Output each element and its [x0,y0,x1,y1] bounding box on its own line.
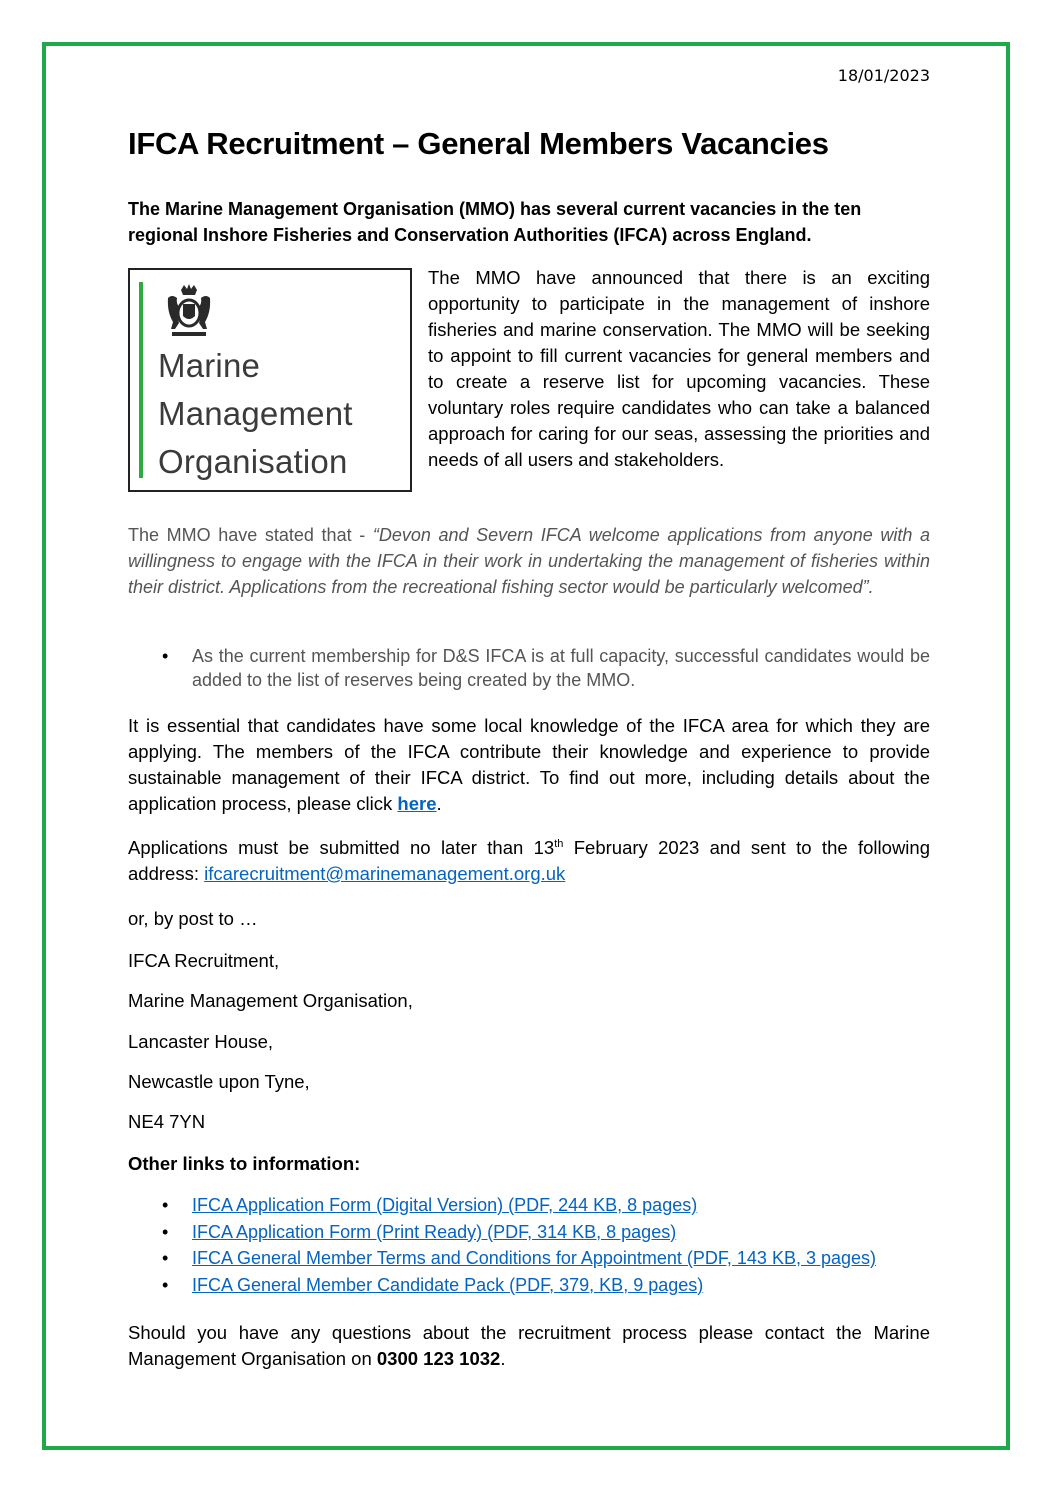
deadline-paragraph [128,835,930,887]
logo-line-marine: Marine [158,347,261,384]
intro-paragraph: The Marine Management Organisation (MMO) has several current vacancies in the ten regional Inshore Fisheries and Conservation Authorities (IFCA) across England. [128,199,862,245]
mmo-statement [128,522,930,600]
contact-paragraph [128,1320,930,1372]
bullet-icon: • [162,1248,169,1268]
address-line: IFCA Recruitment, [128,950,280,971]
logo-wordmark [158,342,353,486]
knowledge-paragraph [128,713,930,817]
list-item [128,1219,948,1246]
page-title: IFCA Recruitment – General Members Vacancies [128,126,829,161]
statement-quote: “Devon and Severn IFCA welcome applications from anyone with a willingness to engage with the IFCA in their work in undertaking the management of fisheries within their district. Applications from the recreational fishing sector would be particularly welcomed”. [128,525,930,597]
knowledge-text: It is essential that candidates have some local knowledge of the IFCA area for which they are applying. The members of the IFCA contribute their knowledge and experience to provide sustainable management of their IFCA district. To find out more, including details about the application process, please click [128,715,930,814]
deadline-post: February 2023 and sent to the following address: [128,837,930,884]
bullet-icon: • [162,1274,169,1295]
logo-line-organisation: Organisation [158,443,348,480]
email-link[interactable]: ifcarecruitment@marinemanagement.org.uk [204,863,566,884]
list-item [128,1245,948,1272]
contact-text: Should you have any questions about the recruitment process please contact the Marine Management Organisation on [128,1322,930,1369]
address-line: Newcastle upon Tyne, [128,1071,310,1092]
application-form-print-link[interactable]: IFCA Application Form (Print Ready) (PDF, 314 KB, 8 pages) [192,1221,677,1242]
list-item [128,1272,948,1299]
bullet-icon: • [162,1221,169,1242]
bullet-icon: • [162,646,169,666]
phone-number: 0300 123 1032 [376,1348,501,1369]
announcement-paragraph: The MMO have announced that there is an exciting opportunity to participate in the management of inshore fisheries and marine conservation. The MMO will be seeking to appoint to fill current vacancies for general members and to create a reserve list for upcoming vacancies. These voluntary roles require candidates who can take a balanced approach for caring for our seas, assessing the priorities and needs of all users and stakeholders. [428,267,930,470]
statement-prefix: The MMO have stated that - [128,525,373,545]
bullet-icon: • [162,1195,169,1215]
logo-accent-bar [139,282,143,478]
capacity-text: As the current membership for D&S IFCA is at full capacity, successful candidates would be added to the list of reserves being created by the MMO. [192,646,930,690]
deadline-pre: Applications must be submitted no later than 13 [128,837,555,858]
terms-conditions-link[interactable]: IFCA General Member Terms and Conditions for Appointment (PDF, 143 KB, 3 pages) [192,1248,876,1268]
deadline-sup: th [554,838,564,850]
candidate-pack-link[interactable]: IFCA General Member Candidate Pack (PDF, 379, KB, 9 pages) [192,1274,704,1295]
mmo-logo [128,268,412,492]
post-intro: or, by post to … [128,908,258,929]
here-link[interactable]: here [397,793,437,814]
contact-end: . [500,1348,506,1369]
address-line: Lancaster House, [128,1031,274,1052]
knowledge-end: . [436,793,442,814]
document-links-list [128,1192,948,1298]
list-item [128,644,930,692]
logo-line-management: Management [158,395,353,432]
royal-crest-icon [160,282,218,340]
document-date: 18/01/2023 [837,66,930,85]
capacity-list [128,644,930,692]
other-links-heading: Other links to information: [128,1153,361,1174]
address-line: NE4 7YN [128,1111,206,1132]
list-item [128,1192,948,1219]
address-line: Marine Management Organisation, [128,990,413,1011]
application-form-digital-link[interactable]: IFCA Application Form (Digital Version) (PDF, 244 KB, 8 pages) [192,1195,698,1215]
